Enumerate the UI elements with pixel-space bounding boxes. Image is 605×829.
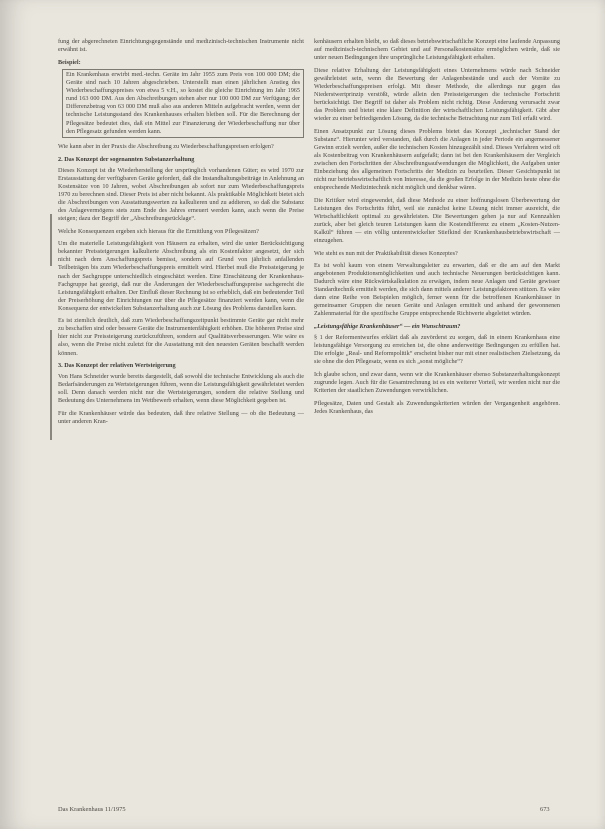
paragraph: § 1 der Reformentwurfes erklärt daß als zuvörderst zu sorgen, daß in einem Krankenhaus eine leistungsfähige Versorgung zu erreichen ist, die ohne anderweitige Bedingungen zu erfüllen hat. Die erfolgte „Real- und Reformpolitik“ erscheint bisher nur mit einer realistischen Zielsetzung, da sie ohne die den Pflegesatz, wenn es sich „sonst mögliche“? <box>314 334 560 366</box>
example-box: Ein Krankenhaus erwirbt med.-techn. Geräte im Jahr 1955 zum Preis von 100 000 DM; die Geräte sind nach 10 Jahren abgeschrieben. Unterstellt man einen jährlichen Anstieg des Wiederbeschaffungspreises von etwa 5 v.H., so kostet die gleiche Einrichtung im Jahr 1965 rund 163 000 DM. Aus den Abschreibungen stehen aber nur 100 000 DM zur Verfügung; der Differenzbetrag von 63 000 DM muß also aus anderen Mitteln aufgebracht werden, wenn der technische Leistungsstand des Krankenhauses erhalten bleiben soll. Für die Berechnung der Pflegesätze bedeutet dies, daß ein Mittel zur Finanzierung der Wiederbeschaffung nur über den Pflegesatz gefunden werden kann. <box>62 69 304 138</box>
paragraph: Diese relative Erhaltung der Leistungsfähigkeit eines Unternehmens würde nach Schneider gewährleistet sein, wenn die Bewertung der Anlagenbestände und auch der Vorräte zu Wiederbeschaffungspreisen erfolgt. Mit dieser Methode, die allerdings nur gegen das Niederstwertprinzip verstößt, würde allein den Preissteigerungen die technische Fortschritt berücksichtigt. Der Begriff ist daher als Problem nicht richtig. Diese Änderung verursacht zwar das Problem und bietet eine klare Definition der wirtschaftlichen Leistungsfähigkeit. Gibt aber wieder zu einer befriedigenden Lösung, da die technische Betrachtung nur zum Teil erfaßt wird. <box>314 66 560 123</box>
paragraph: Für die Krankenhäuser würde das bedeuten, daß ihre relative Stellung — ob die Bedeutung — unter anderen Kran- <box>58 409 304 425</box>
paragraph: Es ist wohl kaum von einem Verwaltungsleiter zu erwarten, daß er die am auf den Markt angebotenen Produktionsmöglichkeiten und auch technische Neuerungen berücksichtigen kann. Dadurch wäre eine Rückwärtskalkulation zu erwägen, indem neue Anlagen und Geräte gewisser Standardtechnik ermittelt werden, die sich dann mittels anderer Leistungsfaktoren stützen. Es wäre dann eine Reihe von Beispielen möglich, ferner wenn für die betroffenen Krankenhäuser in gemeinsamer Gruppen die neuen Geräte und Anlagen ermittelt und anhand der gewonnenen Zahlenmaterial für die spezifische Gruppe entsprechende Richtwerte abgeleitet würden. <box>314 262 560 318</box>
margin-marker <box>50 330 52 440</box>
paragraph: Ich glaube schon, und zwar dann, wenn wir die Krankenhäuser ebenso Substanzerhaltungskonzept zugrunde legen. Auch für die Gesamtrechnung ist es ein weiterer Vorteil, wir werden nicht nur die Kriterien der staatlichen Zuwendungen verwirklichen. <box>314 370 560 394</box>
paragraph: Die Kritiker wird eingewendet, daß diese Methode zu einer hoffnungslosen Überbewertung der Leistungen des Fortschritts führt, weil sie zunächst keine Lösung nicht immer ausreicht, die Wirtschaftlichkeit optimal zu gewährleisten. Die Bewertungen gehen ja nur auf Kennzahlen zurück, aber bei gleich teuren Leistungen kann die Kostendifferenz zu einem „Kosten-Nutzen-Kalkül“ führen — ein völlig unterentwickelter Stiefkind der Krankenhausbetriebswirtschaft — einzugehen. <box>314 196 560 244</box>
right-column <box>314 38 560 420</box>
paragraph: Wie kann aber in der Praxis die Abschreibung zu Wiederbeschaffungspreisen erfolgen? <box>58 143 274 151</box>
section-heading: „Leistungsfähige Krankenhäuser“ — ein Wunschtraum? <box>314 323 461 331</box>
section-heading: 2. Das Konzept der sogenannten Substanzerhaltung <box>58 155 195 163</box>
paragraph: Von Hans Schneider wurde bereits dargestellt, daß sowohl die technische Entwicklung als auch die Bedarfsänderungen zu Wertsteigerungen führen, wenn die Leistungsfähigkeit gewährleistet werden soll. Denn danach werden nicht nur die Wertsteigerungen, sondern die relative Stellung und Bedeutung des Unternehmens im Wettbewerb erhalten, wenn diese Möglichkeit gegeben ist. <box>58 373 304 405</box>
paragraph: Wie steht es nun mit der Praktikabilität dieses Konzeptes? <box>314 249 458 257</box>
margin-marker <box>50 214 52 266</box>
section-heading: 3. Das Konzept der relativen Wertsteigerung <box>58 362 176 370</box>
paragraph: kenhäusern erhalten bleibt, so daß dieses betriebswirtschaftliche Konzept eine laufende Anpassung auf medizinisch-technischem Gebiet und auf Personalkostensätze ermöglichen würde, daß sie unter neuen Bedingungen ihre ursprüngliche Leistungsfähigkeit erhalten. <box>314 38 560 62</box>
paragraph: fung der abgerechneten Einrichtungsgegenstände und medizinisch-technischen Instrumente nicht erwähnt ist. <box>58 38 304 54</box>
paragraph: Um die materielle Leistungsfähigkeit von Häusern zu erhalten, wird die unter Berücksichtigung bekannter Preissteigerungen kalkulierte Abschreibung als ein Kostenfaktor angesetzt, der sich nicht nach dem Anschaffungspreis bemisst, sondern auf Grund von jährlich anfallenden Teilbeträgen bis zum Wiederbeschaffungspreis ermittelt wird. Hierbei muß die Preissteigerung je nach der Sachgruppe unterschiedlich eingeschätzt werden. Eine Einschätzung der Krankenhaus-Fachgruppe hat gezeigt, daß nur die Änderungen der Wiederbeschaffungspreise sachgerecht die Leistungsfähigkeit erhalten. Der Einfluß dieser Rechnung ist so erheblich, daß ein bedeutender Teil der Preiserhöhung der Einrichtungen nur über die Pflegesätze finanziert werden kann, wenn die Konsequenz der entwickelten Substanzerhaltung auch zur Lösung des Problems darstellen kann. <box>58 240 304 312</box>
paragraph: Pflegesätze, Daten und Gestalt als Zuwendungskriterien würden der Vergangenheit angehören. Jedes Krankenhaus, das <box>314 399 560 415</box>
left-column <box>58 38 304 431</box>
paragraph: Dieses Konzept ist die Wiederherstellung der ursprünglich vorhandenen Güter; es wird 1970 zur Erstausstattung der verfügbaren Geräte gefordert, daß die Instandhaltungsbeiträge in Anlehnung an Kostensätze von 10 Jahren, wobei Abschreibungen ab sofort nur zum Wiederbeschaffungspreis 1970 zu berechnen sind. Dieser Preis ist aber nicht bekannt. Als praktikable Möglichkeit bietet sich die Abschreibungen von Ausstattungswerten zu kalkulieren und zu addieren, so daß die Substanz des Anlagevermögens stets zum Ende des Jahres erneuert werden kann, auch wenn die Preise steigen; dazu der Begriff der „Abschreibungsrücklage“. <box>58 166 304 223</box>
paragraph: Welche Konsequenzen ergeben sich hieraus für die Ermittlung von Pflegesätzen? <box>58 227 259 235</box>
journal-footer: Das Krankenhaus 11/1975 <box>58 806 126 813</box>
paragraph: Es ist ziemlich deutlich, daß zum Wiederbeschaffungszeitpunkt bestimmte Geräte gar nicht mehr zu beschaffen sind oder bessere Geräte die Instrumentenfähigkeit erhöhen. Die höheren Preise sind hier nicht zur Preissteigerung zurückzuführen, sondern auf Qualitätsverbesserungen. Wie wäre es also, wenn die Preise nicht zuletzt für die Ausstattung mit den neuesten Geräten beschafft werden können. <box>58 317 304 357</box>
page-number: 673 <box>540 806 550 813</box>
paragraph: Einen Ansatzpunkt zur Lösung dieses Problems bietet das Konzept „technischer Stand der Substanz“. Hierunter wird verstanden, daß durch die Anlagen in jeder Periode ein angemessener Gewinn erzielt werden, außer die technischen Kosten hinzugezählt sind. Dieses Verfahren wird oft als Kostenbeitrag von Krankenhäusern aufgefaßt; dann ist bei den Krankenhäusern der Vergleich zwischen den Fortschritten der Abschreibungsaufwendungen die Möglichkeit, die Aufgaben unter Einbeziehung des allgemeinen Fortschritts der Medizin zu beurteilen. Dieser Gesichtspunkt ist nicht nur betriebswirtschaftlich von Interesse, da die großen Erfolge in der Medizin heute ohne die entsprechende Medizintechnik nicht möglich und denkbar wären. <box>314 127 560 191</box>
example-label: Beispiel: <box>58 58 81 66</box>
